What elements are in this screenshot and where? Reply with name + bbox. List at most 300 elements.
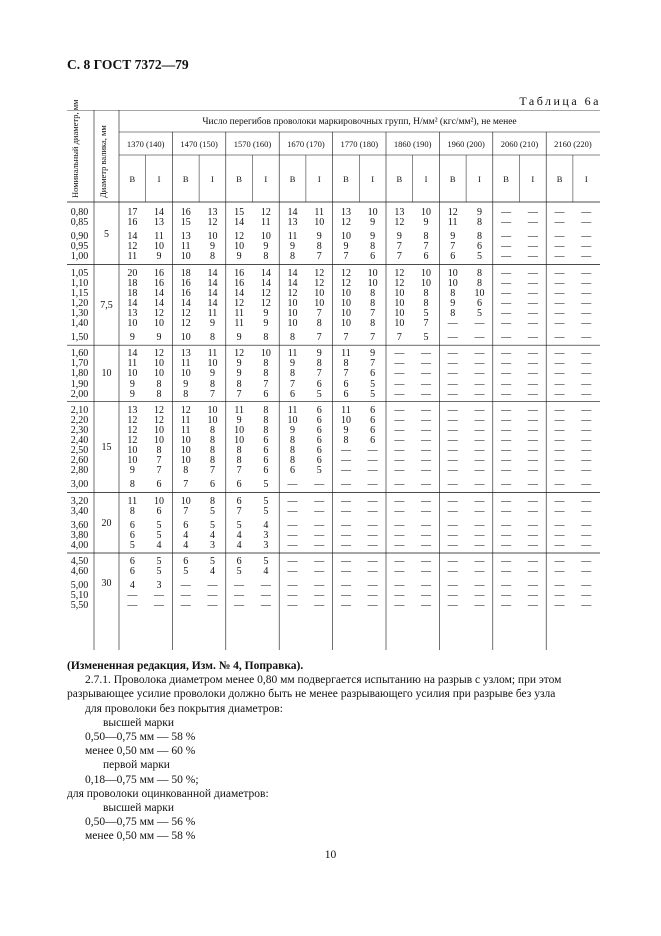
table-cell: — <box>554 251 565 263</box>
table-cell: 8 <box>290 445 296 457</box>
table-cell: 8 <box>476 231 482 243</box>
table-cell: — <box>527 348 538 360</box>
table-cell: — <box>367 566 378 578</box>
table-cell: 8 <box>343 358 349 370</box>
table-cell: 9 <box>156 251 162 263</box>
table-cell: — <box>421 556 432 567</box>
table-cell: 9 <box>290 358 296 370</box>
table-cell: — <box>394 479 405 491</box>
table-cell: — <box>554 455 565 467</box>
table-cell: 5 <box>156 519 162 531</box>
table-cell: — <box>447 435 458 446</box>
nominal-diameter: 2,60 <box>70 455 89 467</box>
table-cell: — <box>501 519 512 531</box>
table-cell: — <box>340 529 351 541</box>
table-cell: — <box>421 590 432 602</box>
table-cell: — <box>447 519 458 531</box>
table-cell: — <box>180 590 191 602</box>
table-cell: — <box>340 556 351 567</box>
table-cell: 8 <box>290 332 296 344</box>
table-cell: 8 <box>476 277 482 289</box>
table-cell: 8 <box>209 495 215 507</box>
table-cell: — <box>474 378 485 390</box>
table-cell: — <box>554 332 565 344</box>
table-cell: 7 <box>156 455 162 467</box>
table-cell: 12 <box>154 307 165 319</box>
table-cell: — <box>501 414 512 426</box>
table-cell: — <box>447 318 458 329</box>
nominal-diameter: 1,30 <box>70 307 89 319</box>
table-cell: — <box>447 600 458 612</box>
table-cell: — <box>394 600 405 612</box>
table-cell: 8 <box>316 318 322 329</box>
table-cell: 10 <box>234 424 245 436</box>
table-cell: — <box>581 539 592 551</box>
table-cell: — <box>581 404 592 416</box>
table-cell: 12 <box>260 207 271 218</box>
table-cell: 9 <box>316 231 322 243</box>
table-cell: 8 <box>263 332 269 344</box>
table-cell: — <box>581 590 592 602</box>
table-cell: — <box>447 479 458 491</box>
table-cell: — <box>527 495 538 507</box>
table-cell: — <box>501 580 512 592</box>
table-cell: 9 <box>236 368 242 380</box>
table-cell: — <box>527 251 538 263</box>
table-cell: 5 <box>263 495 269 507</box>
table-cell: — <box>554 465 565 477</box>
table-cell: — <box>421 424 432 436</box>
table-cell: — <box>260 600 271 612</box>
table-cell: — <box>527 231 538 243</box>
table-cell: — <box>447 580 458 592</box>
table-cell: 12 <box>260 287 271 299</box>
table-cell: 8 <box>236 445 242 457</box>
table-cell: 6 <box>129 556 135 567</box>
table-cell: 7 <box>370 307 376 319</box>
group-label: 1860 (190) <box>393 139 432 149</box>
table-cell: — <box>394 455 405 467</box>
table-cell: — <box>527 600 538 612</box>
table-cell: 9 <box>209 241 215 253</box>
nominal-diameter: 1,50 <box>70 332 89 344</box>
table-cell: 12 <box>234 231 245 243</box>
table-cell: — <box>554 207 565 218</box>
table-cell: — <box>340 445 351 457</box>
table-cell: 7 <box>236 505 242 517</box>
table-cell: 10 <box>340 307 351 319</box>
table-cell: — <box>421 580 432 592</box>
table-cell: — <box>394 539 405 551</box>
sub-label-i: I <box>424 174 428 184</box>
table-cell: 11 <box>234 307 244 319</box>
body-line: высшей марки <box>103 716 175 729</box>
span-header: Число перегибов проволоки маркировочных групп, Н/мм² (кгс/мм²), не менее <box>202 117 517 127</box>
table-cell: 4 <box>209 529 215 541</box>
table-cell: 6 <box>156 479 162 491</box>
sub-label-v: В <box>449 174 456 184</box>
table-cell: 10 <box>207 231 218 243</box>
table-cell: 8 <box>236 455 242 467</box>
roller-diameter: 10 <box>101 368 112 380</box>
roller-diameter: 20 <box>101 517 112 529</box>
group-label: 1960 (200) <box>447 139 485 149</box>
table-cell: — <box>394 580 405 592</box>
table-cell: 12 <box>180 404 191 416</box>
table-cell: 5 <box>316 388 322 400</box>
table-cell: 8 <box>209 435 215 446</box>
table-cell: 9 <box>156 332 162 344</box>
table-cell: — <box>447 566 458 578</box>
table-cell: 4 <box>263 566 269 578</box>
table-cell: 9 <box>343 424 349 436</box>
table-cell: 10 <box>154 435 165 446</box>
table-cell: 13 <box>127 307 138 319</box>
table-cell: 10 <box>180 445 191 457</box>
table-cell: 5 <box>209 519 215 531</box>
table-cell: — <box>474 505 485 517</box>
table-cell: 10 <box>421 277 432 289</box>
table-cell: 4 <box>263 519 269 531</box>
table-cell: 10 <box>127 368 138 380</box>
table-cell: — <box>581 556 592 567</box>
table-cell: 5 <box>236 566 242 578</box>
table-cell: — <box>314 519 325 531</box>
nominal-diameter: 1,05 <box>70 267 89 279</box>
table-cell: — <box>260 580 271 592</box>
nominal-diameter: 3,20 <box>70 495 89 507</box>
table-cell: — <box>554 307 565 319</box>
table-cell: 8 <box>423 231 429 243</box>
table-cell: — <box>581 251 592 263</box>
table-cell: — <box>447 414 458 426</box>
table-cell: 9 <box>450 297 456 309</box>
table-cell: 12 <box>314 277 325 289</box>
table-cell: — <box>367 600 378 612</box>
table-cell: — <box>501 332 512 344</box>
table-cell: — <box>421 600 432 612</box>
table-cell: — <box>421 465 432 477</box>
table-cell: 8 <box>370 287 376 299</box>
table-cell: 14 <box>234 287 245 299</box>
table-cell: 10 <box>340 318 351 329</box>
table-cell: — <box>581 495 592 507</box>
col-roller-header: Диаметр валика, мм <box>98 125 108 198</box>
group-label: 1370 (140) <box>126 139 165 149</box>
table-cell: — <box>554 445 565 457</box>
table-cell: 10 <box>180 455 191 467</box>
table-cell: — <box>581 465 592 477</box>
table-cell: 11 <box>287 348 298 360</box>
table-cell: 10 <box>340 414 351 426</box>
table-cell: — <box>394 505 405 517</box>
table-cell: 6 <box>316 414 322 426</box>
table-cell: — <box>501 424 512 436</box>
table-cell: — <box>367 505 378 517</box>
table-cell: 18 <box>127 277 138 289</box>
table-cell: 6 <box>370 435 376 446</box>
roller-diameter: 7,5 <box>100 299 113 311</box>
table-cell: 8 <box>129 505 135 517</box>
table-cell: — <box>180 580 191 592</box>
table-cell: 7 <box>236 465 242 477</box>
table-cell: 14 <box>127 297 138 309</box>
table-cell: 8 <box>316 358 322 370</box>
table-cell: 6 <box>316 424 322 436</box>
table-cell: — <box>421 495 432 507</box>
table-cell: — <box>501 404 512 416</box>
table-cell: — <box>287 556 298 567</box>
table-cell: 10 <box>127 445 138 457</box>
table-cell: — <box>474 318 485 329</box>
table-cell: 6 <box>129 519 135 531</box>
table-cell: — <box>340 539 351 551</box>
table-cell: 5 <box>156 529 162 541</box>
table-cell: — <box>287 519 298 531</box>
table-cell: — <box>527 566 538 578</box>
table-cell: 7 <box>183 505 189 517</box>
table-cell: 10 <box>447 277 458 289</box>
body-text <box>67 659 607 844</box>
table-cell: — <box>394 465 405 477</box>
table-cell: 14 <box>154 287 165 299</box>
table-cell: 8 <box>476 267 482 279</box>
table-cell: 10 <box>154 424 165 436</box>
table-cell: 6 <box>476 297 482 309</box>
table-cell: — <box>287 505 298 517</box>
table-cell: — <box>421 404 432 416</box>
table-cell: — <box>554 556 565 567</box>
table-cell: — <box>501 505 512 517</box>
nominal-diameter: 2,10 <box>70 404 89 416</box>
table-cell: 8 <box>263 368 269 380</box>
table-cell: 11 <box>180 424 191 436</box>
table-cell: — <box>501 556 512 567</box>
table-cell: 9 <box>236 251 242 263</box>
table-cell: — <box>501 277 512 289</box>
table-cell: — <box>501 217 512 229</box>
table-cell: 11 <box>180 414 191 426</box>
sub-label-v: В <box>182 174 189 184</box>
table-cell: — <box>447 445 458 457</box>
table-cell: 6 <box>316 435 322 446</box>
table-cell: 14 <box>260 267 271 279</box>
table-cell: 8 <box>370 297 376 309</box>
body-line: 0,50—0,75 мм — 56 % <box>85 816 196 829</box>
table-cell: — <box>394 445 405 457</box>
table-cell: — <box>474 529 485 541</box>
table-cell: 12 <box>447 207 458 218</box>
table-cell: 12 <box>260 297 271 309</box>
table-cell: — <box>501 465 512 477</box>
table-cell: — <box>421 566 432 578</box>
table-cell: 9 <box>129 332 135 344</box>
table-cell: 10 <box>287 414 298 426</box>
nominal-diameter: 5,00 <box>70 580 89 592</box>
table-cell: 12 <box>340 217 351 229</box>
table-cell: 5 <box>423 332 429 344</box>
table-cell: — <box>527 378 538 390</box>
table-cell: — <box>154 600 165 612</box>
table-cell: 5 <box>263 505 269 517</box>
table-cell: 18 <box>180 267 191 279</box>
table-cell: — <box>581 424 592 436</box>
table-cell: — <box>581 378 592 390</box>
table-cell: 10 <box>287 297 298 309</box>
table-cell: — <box>421 445 432 457</box>
table-cell: 12 <box>394 267 405 279</box>
table-cell: 16 <box>180 277 191 289</box>
table-cell: — <box>527 455 538 467</box>
table-cell: — <box>581 217 592 229</box>
table-cell: 8 <box>263 404 269 416</box>
table-cell: — <box>527 465 538 477</box>
table-cell: — <box>421 388 432 400</box>
table-cell: 12 <box>394 277 405 289</box>
table-cell: — <box>394 388 405 400</box>
table-caption: Таблица 6а <box>519 94 601 108</box>
table-cell: 5 <box>423 307 429 319</box>
table-cell: — <box>527 539 538 551</box>
table-cell: 9 <box>236 358 242 370</box>
table-cell: 12 <box>127 424 138 436</box>
sub-label-i: I <box>211 174 214 184</box>
table-cell: — <box>581 287 592 299</box>
table-cell: 10 <box>180 368 191 380</box>
table-cell: — <box>287 580 298 592</box>
amendment-note: (Измененная редакция, Изм. № 4, Поправка). <box>67 660 304 672</box>
table-cell: 6 <box>476 241 482 253</box>
table-cell: 10 <box>180 251 191 263</box>
table-cell: — <box>340 580 351 592</box>
table-cell: 7 <box>423 241 429 253</box>
table-cell: 8 <box>209 455 215 467</box>
table-cell: 14 <box>287 207 298 218</box>
sub-label-i: I <box>371 174 375 184</box>
body-line: 0,18—0,75 мм — 50 %; <box>85 773 199 786</box>
sub-label-i: I <box>478 174 481 184</box>
table-cell: 18 <box>127 287 138 299</box>
table-cell: — <box>394 368 405 380</box>
table-cell: 5 <box>263 479 269 491</box>
table-cell: 9 <box>183 378 189 390</box>
table-cell: — <box>474 455 485 467</box>
table-cell: 8 <box>423 287 429 299</box>
table-cell: 6 <box>370 251 376 263</box>
table-cell: 13 <box>340 207 351 218</box>
sub-label-v: В <box>556 174 563 184</box>
table-cell: 11 <box>234 318 244 329</box>
table-cell: 5 <box>209 556 215 567</box>
table-cell: — <box>554 519 565 531</box>
table-cell: — <box>394 519 405 531</box>
table-cell: — <box>554 479 565 491</box>
table-cell: 7 <box>370 332 376 344</box>
table-cell: — <box>501 435 512 446</box>
table-cell: 4 <box>129 580 135 592</box>
table-cell: 9 <box>263 318 269 329</box>
table-cell: — <box>554 277 565 289</box>
table-cell: 16 <box>180 207 191 218</box>
table-cell: — <box>474 539 485 551</box>
table-cell: 4 <box>183 529 189 541</box>
table-cell: 10 <box>180 435 191 446</box>
table-cell: — <box>501 358 512 370</box>
table-cell: 11 <box>287 231 298 243</box>
table-cell: — <box>447 529 458 541</box>
table-cell: — <box>527 217 538 229</box>
table-cell: — <box>287 495 298 507</box>
sub-label-v: В <box>236 174 242 184</box>
nominal-diameter: 0,95 <box>70 241 89 253</box>
table-cell: 8 <box>183 388 189 400</box>
table-cell: — <box>527 267 538 279</box>
table-cell: 12 <box>207 217 218 229</box>
table-cell: 8 <box>183 465 189 477</box>
table-cell: — <box>554 539 565 551</box>
table-cell: — <box>527 332 538 344</box>
table-cell: 9 <box>316 348 322 360</box>
table-cell: — <box>421 505 432 517</box>
table-cell: 6 <box>316 404 322 416</box>
table-cell: 8 <box>156 388 162 400</box>
table-cell: 6 <box>183 519 189 531</box>
table-cell: — <box>287 529 298 541</box>
table-cell: — <box>527 556 538 567</box>
table-cell: 9 <box>396 231 402 243</box>
nominal-diameter: 5,10 <box>70 590 89 602</box>
table-cell: — <box>501 590 512 602</box>
table-cell: 3 <box>209 539 215 551</box>
table-cell: 11 <box>341 348 351 360</box>
table-cell: — <box>527 424 538 436</box>
table-cell: 10 <box>367 207 378 218</box>
table-cell: 12 <box>154 348 165 360</box>
table-cell: 13 <box>180 348 191 360</box>
table-cell: 6 <box>129 529 135 541</box>
table-cell: 14 <box>207 267 218 279</box>
table-cell: — <box>581 566 592 578</box>
table-cell: 7 <box>316 251 322 263</box>
table-cell: — <box>340 465 351 477</box>
table-cell: 10 <box>394 318 405 329</box>
table-cell: — <box>474 566 485 578</box>
table-cell: 8 <box>370 318 376 329</box>
table-cell: 4 <box>209 566 215 578</box>
group-label: 1570 (160) <box>233 139 272 149</box>
table-cell: 12 <box>154 404 165 416</box>
nominal-diameter: 1,80 <box>70 368 89 380</box>
table-cell: — <box>581 479 592 491</box>
table-cell: — <box>501 241 512 253</box>
table-cell: 7 <box>209 388 215 400</box>
table-cell: 5 <box>263 556 269 567</box>
table-cell: 7 <box>316 307 322 319</box>
table-cell: 11 <box>447 217 458 229</box>
table-cell: — <box>581 267 592 279</box>
table-cell: 16 <box>234 267 245 279</box>
table-cell: — <box>474 388 485 400</box>
table-cell: — <box>394 378 405 390</box>
table-cell: 8 <box>343 435 349 446</box>
table-cell: — <box>447 505 458 517</box>
table-cell: 16 <box>154 267 165 279</box>
table-cell: 6 <box>183 556 189 567</box>
table-cell: 9 <box>450 231 456 243</box>
table-cell: 10 <box>340 287 351 299</box>
table-cell: — <box>501 455 512 467</box>
table-cell: 8 <box>423 297 429 309</box>
